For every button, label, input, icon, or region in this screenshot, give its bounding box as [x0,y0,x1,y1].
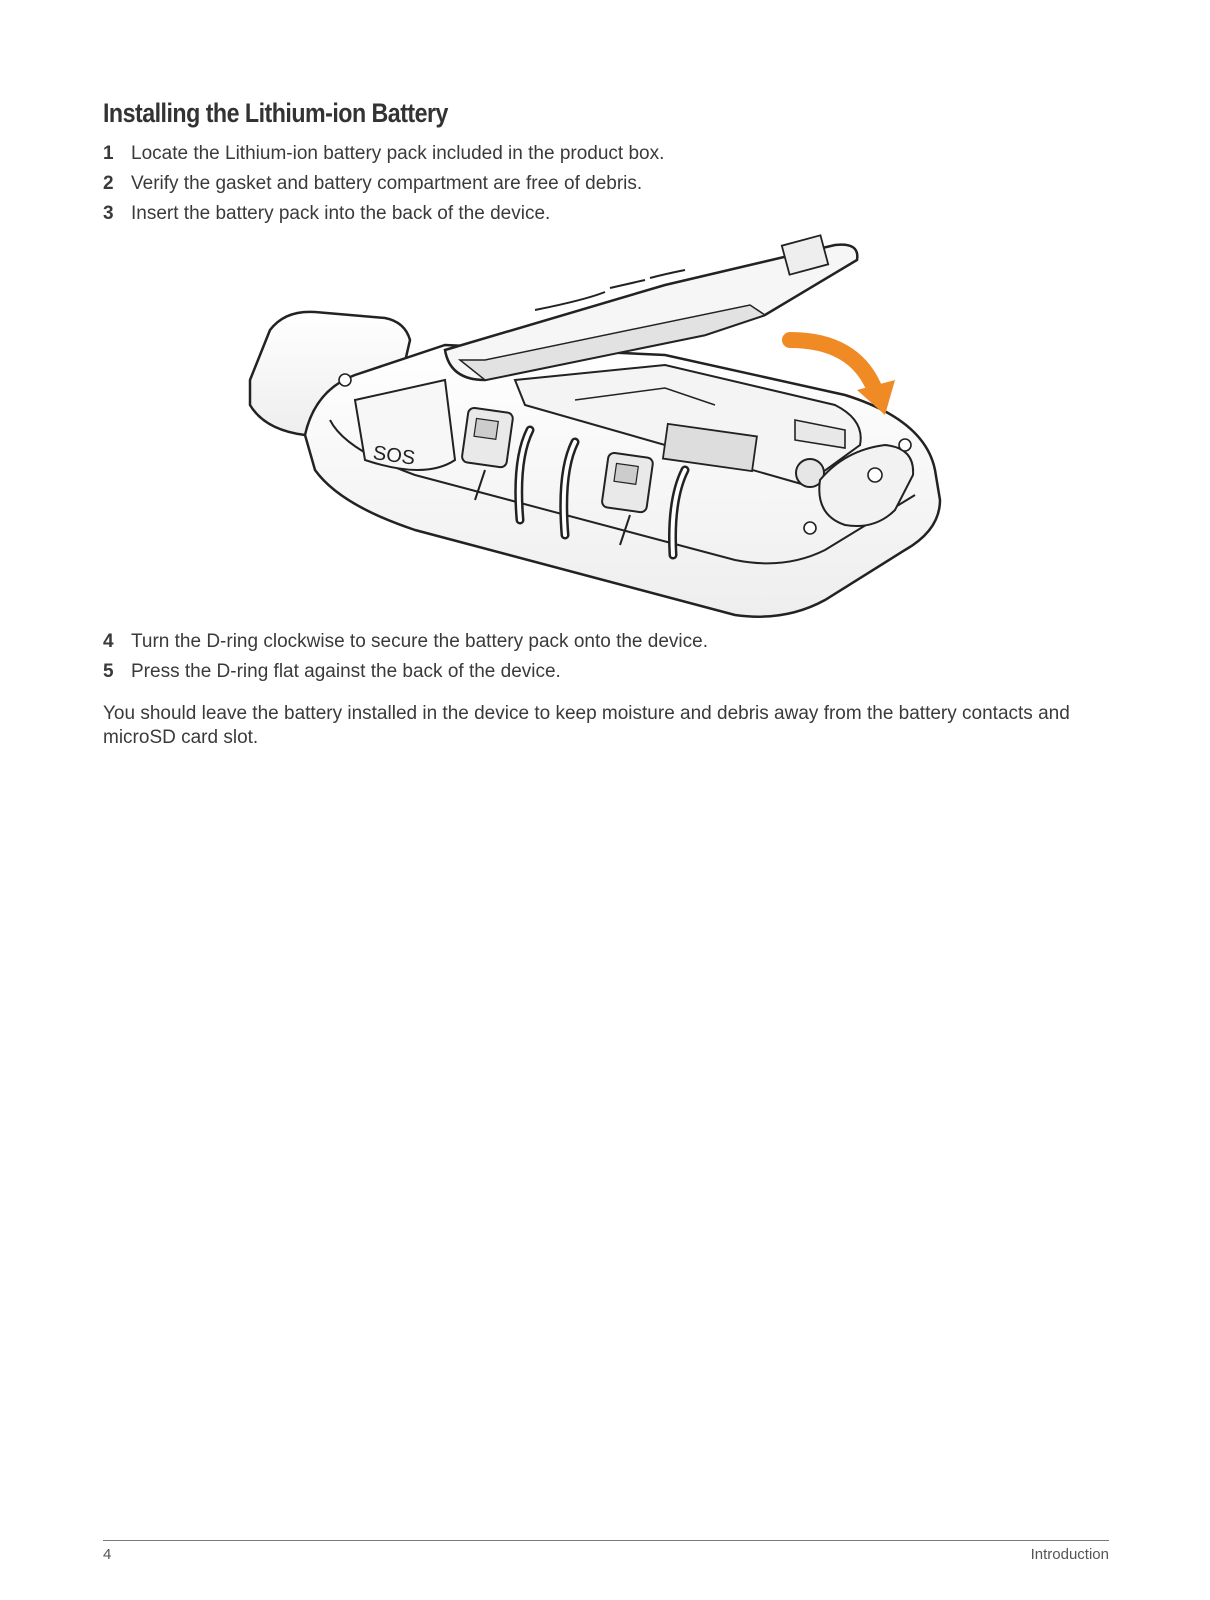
step-5 [103,660,561,684]
step-number: 1 [103,143,114,164]
footer-section-name: Introduction [1030,1546,1109,1563]
battery-note: You should leave the battery installed in the device to keep moisture and debris away from the battery contacts and microSD card slot. [103,703,1070,748]
step-4 [103,630,708,654]
device-battery-install-illustration [245,230,960,625]
step-text: Locate the Lithium-ion battery pack included in the product box. [131,143,665,164]
page-heading: Installing the Lithium-ion Battery [103,98,448,128]
latch-screw [868,468,882,482]
step-text: Insert the battery pack into the back of the device. [131,203,551,224]
sos-label: SOS [371,442,417,470]
rotation-arrow-shaft [790,340,875,390]
step-number: 2 [103,173,114,194]
step-number: 4 [103,631,114,652]
footer-divider [103,1540,1109,1541]
step-3 [103,202,550,226]
side-button-2-face [614,463,638,484]
step-text: Turn the D-ring clockwise to secure the battery pack onto the device. [131,631,708,652]
step-number: 3 [103,203,114,224]
step-text: Verify the gasket and battery compartment are free of debris. [131,173,643,194]
latch-pin [899,439,911,451]
step-number: 5 [103,661,114,682]
page-number: 4 [103,1546,112,1563]
corner-screw [804,522,816,534]
step-text: Press the D-ring flat against the back of the device. [131,661,561,682]
step-2 [103,172,642,196]
side-button-1-face [474,418,498,439]
battery-install-figure [245,230,960,625]
top-screw [339,374,351,386]
step-1 [103,142,664,166]
